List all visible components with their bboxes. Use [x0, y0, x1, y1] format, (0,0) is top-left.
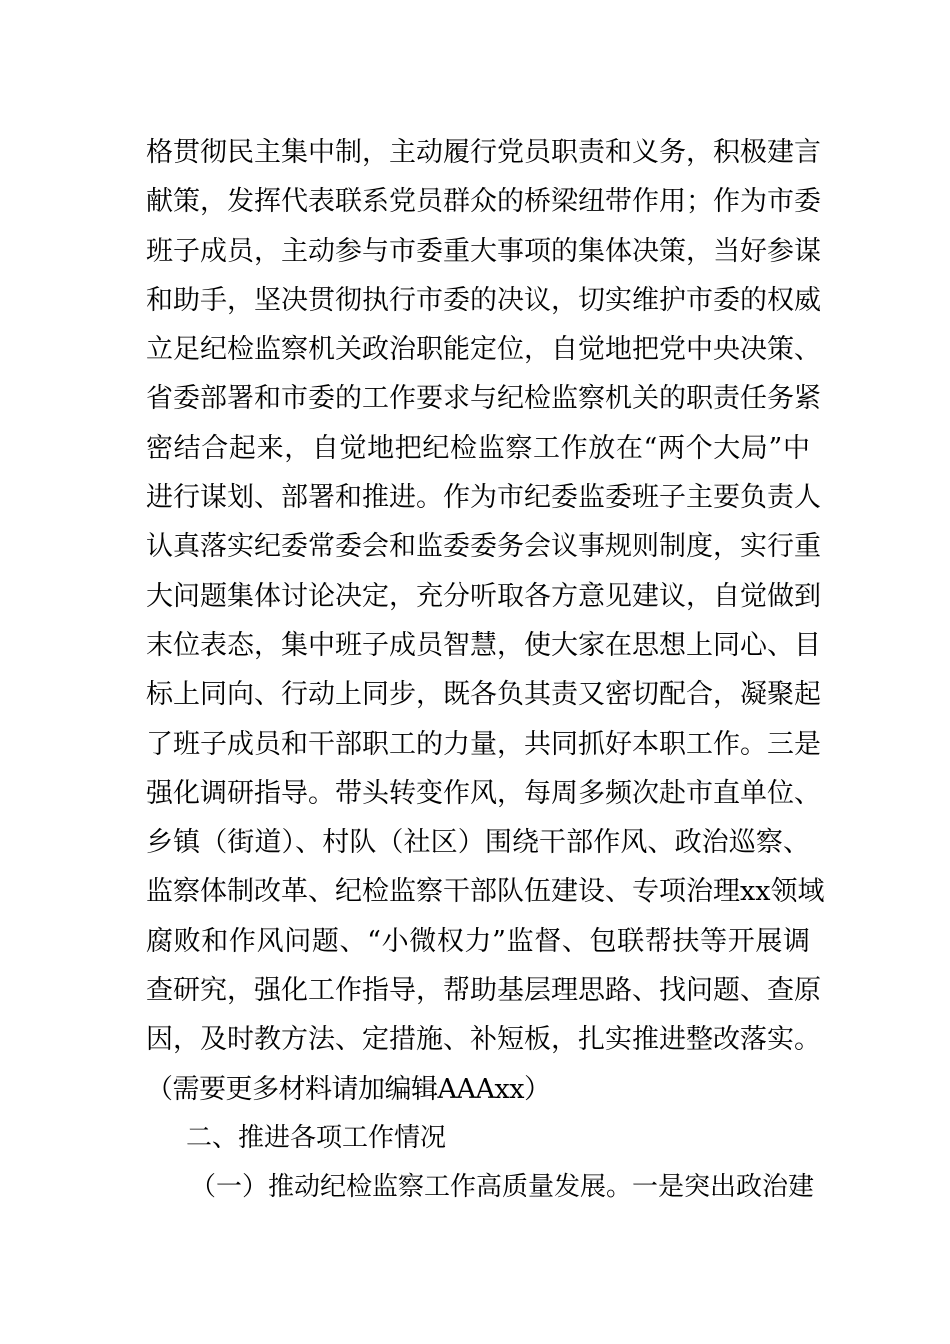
paragraph-line: 密结合起来，自觉地把纪检监察工作放在“两个大局”中: [146, 432, 810, 464]
paragraph-line: 因，及时教方法、定措施、补短板，扎实推进整改落实。: [146, 1024, 821, 1056]
paragraph-line: 立足纪检监察机关政治职能定位，自觉地把党中央决策、: [146, 334, 821, 366]
paragraph-line: 末位表态，集中班子成员智慧，使大家在思想上同心、目: [146, 629, 821, 661]
paragraph-line: 认真落实纪委常委会和监委委务会议事规则制度，实行重: [146, 531, 821, 563]
paragraph-line: 省委部署和市委的工作要求与纪检监察机关的职责任务紧: [146, 383, 821, 415]
paragraph-line: 班子成员，主动参与市委重大事项的集体决策，当好参谋: [146, 235, 821, 267]
paragraph-line: 格贯彻民主集中制，主动履行党员职责和义务，积极建言: [146, 137, 821, 168]
paragraph-line: 进行谋划、部署和推进。作为市纪委监委班子主要负责人: [146, 482, 821, 514]
paragraph-line: 腐败和作风问题、“小微权力”监督、包联帮扶等开展调: [146, 925, 810, 957]
paragraph-line: 标上同向、行动上同步，既各负其责又密切配合，凝聚起: [146, 679, 821, 711]
paragraph-line: 了班子成员和干部职工的力量，共同抓好本职工作。三是: [146, 728, 821, 760]
paragraph-line: 献策，发挥代表联系党员群众的桥梁纽带作用；作为市委: [146, 186, 821, 218]
subsection-line: （一）推动纪检监察工作高质量发展。一是突出政治建: [190, 1172, 815, 1203]
paragraph-line: 监察体制改革、纪检监察干部队伍建设、专项治理xx领域: [146, 876, 825, 908]
editor-note: （需要更多材料请加编辑AAAxx）: [146, 1073, 551, 1105]
paragraph-line: 和助手，坚决贯彻执行市委的决议，切实维护市委的权威: [146, 284, 821, 316]
paragraph-line: 查研究，强化工作指导，帮助基层理思路、找问题、查原: [146, 975, 821, 1007]
section-heading: 二、推进各项工作情况: [186, 1122, 447, 1153]
paragraph-line: 强化调研指导。带头转变作风，每周多频次赴市直单位、: [146, 777, 821, 809]
paragraph-line: 大问题集体讨论决定，充分听取各方意见建议，自觉做到: [146, 580, 821, 612]
document-body: [146, 128, 825, 1213]
paragraph-line: 乡镇（街道）、村队（社区）围绕干部作风、政治巡察、: [146, 827, 810, 859]
